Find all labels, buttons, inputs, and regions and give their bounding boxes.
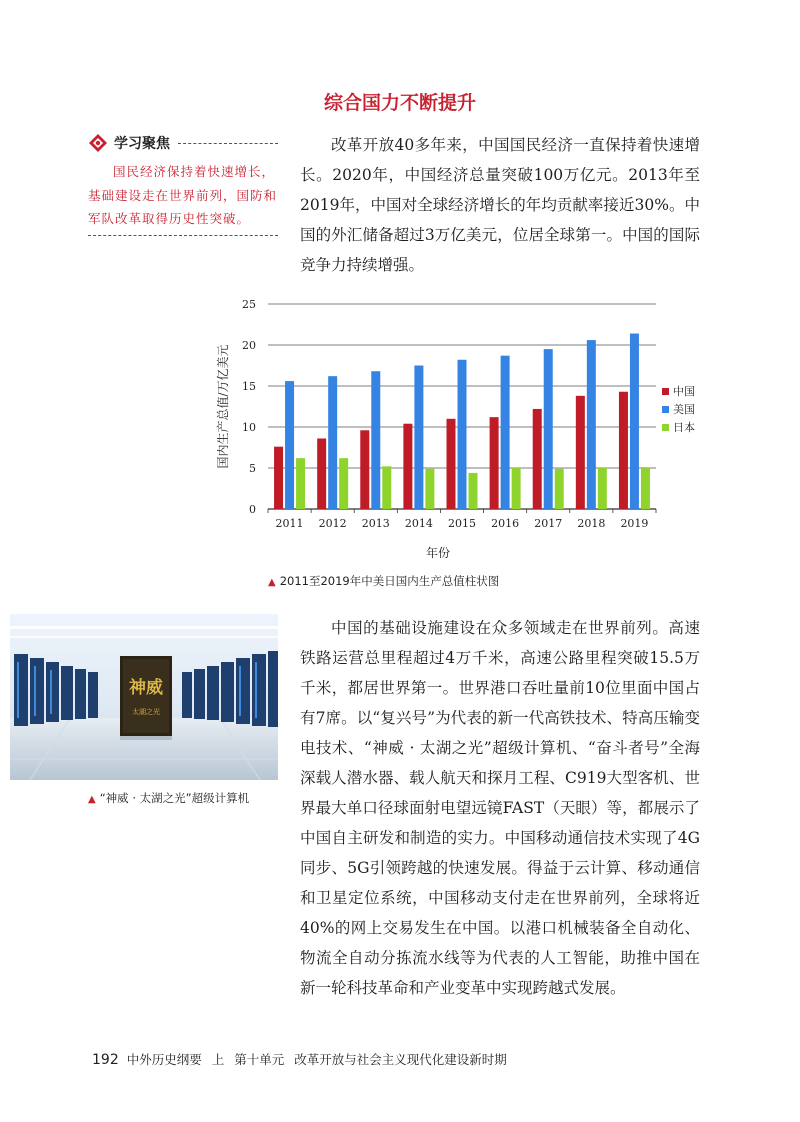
legend-label-日本: 日本: [673, 421, 695, 434]
bar-中国-2011: [274, 447, 283, 509]
bar-日本-2012: [339, 458, 348, 509]
supercomputer-photo: [10, 614, 278, 780]
bar-日本-2013: [382, 466, 391, 509]
bar-美国-2016: [501, 356, 510, 509]
diamond-focus-icon: [88, 133, 108, 153]
chart-caption-text: 2011至2019年中美日国内生产总值柱状图: [279, 574, 500, 588]
bar-美国-2014: [414, 366, 423, 510]
page-footer: [92, 1050, 513, 1068]
x-tick-label: 2017: [534, 517, 563, 530]
bar-中国-2014: [403, 424, 412, 509]
y-tick-label: 0: [249, 503, 256, 516]
x-tick-label: 2019: [620, 517, 649, 530]
y-tick-label: 5: [249, 462, 256, 475]
economy-paragraph: 改革开放40多年来，中国国民经济一直保持着快速增长。2020年，中国经济总量突破100万亿元。2013年至2019年，中国对全球经济增长的年均贡献率接近30%。中国的外汇储备超过3万亿美元，位居全球第一。中国的国际竞争力持续增强。: [300, 136, 700, 274]
legend-swatch-中国: [662, 388, 669, 395]
bar-中国-2017: [533, 409, 542, 509]
y-axis-label: 国内生产总值/万亿美元: [216, 344, 230, 469]
gdp-chart-svg: [210, 292, 695, 567]
y-tick-label: 25: [242, 298, 256, 311]
x-tick-label: 2016: [491, 517, 520, 530]
y-tick-label: 15: [242, 380, 256, 393]
page-number: 192: [92, 1052, 119, 1068]
bar-美国-2011: [285, 381, 294, 509]
bar-中国-2019: [619, 392, 628, 509]
bar-美国-2013: [371, 371, 380, 509]
bar-中国-2013: [360, 430, 369, 509]
x-tick-label: 2012: [318, 517, 347, 530]
bar-日本-2019: [641, 467, 650, 509]
focus-heading: 学习聚焦: [114, 136, 170, 152]
bar-中国-2016: [490, 417, 499, 509]
x-tick-label: 2013: [361, 517, 390, 530]
supercomputer-illustration: [10, 614, 278, 780]
bar-日本-2016: [512, 468, 521, 509]
focus-text: 国民经济保持着快速增长，基础建设走在世界前列，国防和军队改革取得历史性突破。: [88, 164, 278, 226]
focus-divider: [178, 143, 278, 144]
unit-title: 改革开放与社会主义现代化建设新时期: [294, 1052, 507, 1067]
bar-美国-2019: [630, 334, 639, 509]
gdp-bar-chart: [210, 292, 695, 567]
caption-triangle-icon: ▲: [268, 577, 276, 588]
photo-caption-text: “神威 · 太湖之光”超级计算机: [99, 791, 250, 805]
unit-number: 第十单元: [234, 1052, 285, 1067]
book-volume: 上: [211, 1052, 225, 1067]
bar-美国-2017: [544, 349, 553, 509]
bar-美国-2015: [458, 360, 467, 509]
caption-triangle-icon: ▲: [88, 794, 96, 805]
legend-label-美国: 美国: [673, 403, 695, 416]
x-tick-label: 2015: [448, 517, 476, 530]
x-tick-label: 2011: [275, 517, 304, 530]
photo-caption: [88, 790, 249, 806]
photo-small-text: 太湖之光: [132, 708, 160, 716]
bar-日本-2014: [425, 469, 434, 509]
learning-focus-box: [88, 132, 278, 236]
bar-美国-2012: [328, 376, 337, 509]
x-axis-label: 年份: [425, 546, 451, 560]
bar-日本-2011: [296, 458, 305, 509]
y-tick-label: 20: [242, 339, 256, 352]
legend-label-中国: 中国: [673, 385, 695, 398]
x-tick-label: 2014: [404, 517, 433, 530]
legend-swatch-美国: [662, 406, 669, 413]
focus-bottom-divider: [88, 235, 278, 236]
photo-big-text: 神威: [129, 678, 163, 698]
bar-中国-2015: [447, 419, 456, 509]
bar-中国-2018: [576, 396, 585, 509]
book-title: 中外历史纲要: [126, 1052, 202, 1067]
focus-heading-row: [88, 132, 278, 154]
bar-日本-2017: [555, 469, 564, 509]
bar-中国-2012: [317, 438, 326, 509]
bar-日本-2015: [469, 473, 478, 509]
chart-caption: [268, 573, 499, 589]
bar-日本-2018: [598, 468, 607, 509]
y-tick-label: 10: [242, 421, 256, 434]
x-tick-label: 2018: [577, 517, 606, 530]
bar-美国-2018: [587, 340, 596, 509]
legend-swatch-日本: [662, 424, 669, 431]
infrastructure-paragraph: 中国的基础设施建设在众多领域走在世界前列。高速铁路运营总里程超过4万千米，高速公路里程突破15.5万千米，都居世界第一。世界港口吞吐量前10位里面中国占有7席。以“复兴号”为代表的新一代高铁技术、特高压输变电技术、“神威 · 太湖之光”超级计算机、“奋斗者号”全海深载人潜水器、载人航天和探月工程、C919大型客机、世界最大单口径球面射电望远镜FAST（天眼）等，都展示了中国自主研发和制造的实力。中国移动通信技术实现了4G同步、5G引领跨越的快速发展。得益于云计算、移动通信和卫星定位系统，中国移动支付走在世界前列，全球将近40%的网上交易发生在中国。以港口机械装备全自动化、物流全自动分拣流水线等为代表的人工智能，助推中国在新一轮科技革命和产业变革中实现跨越式发展。: [300, 619, 700, 997]
section-title: 综合国力不断提升: [323, 92, 476, 114]
